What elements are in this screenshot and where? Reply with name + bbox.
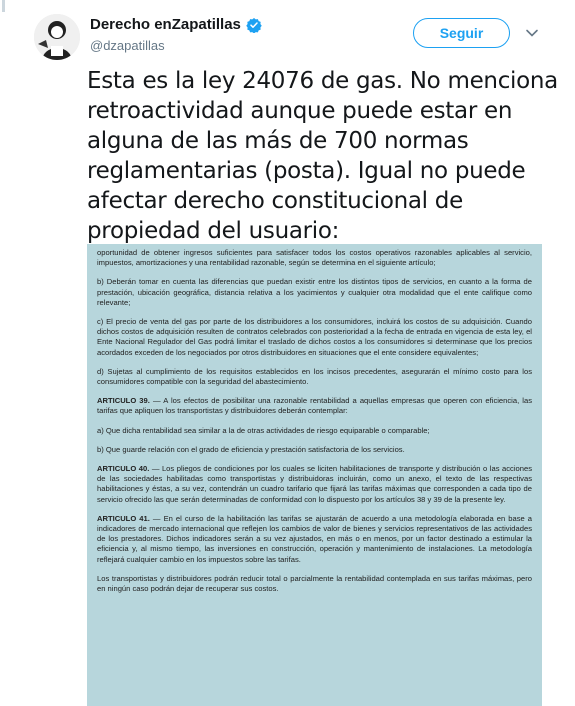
paragraph-text: — A los efectos de posibilitar una razonable rentabilidad a aquellas empresas que operen con eficiencia, las tarifas que apliquen los transportistas y distribuidores deberán contemplar:: [97, 396, 532, 416]
paragraph-text: oportunidad de obtener ingresos suficientes para satisfacer todos los costos operativos razonables aplicables al servicio, impuestos, amortizaciones y una rentabilidad razonable, según se determina en el siguiente artículo;: [97, 248, 532, 268]
document-paragraph: [97, 514, 532, 565]
author-display-name[interactable]: Derecho enZapatillas: [90, 16, 241, 33]
paragraph-text: b) Que guarde relación con el grado de eficiencia y prestación satisfactoria de los servicios.: [97, 444, 405, 454]
article-heading: ARTICULO 41.: [97, 513, 150, 523]
author-name-row: [90, 16, 262, 33]
document-paragraph: [97, 277, 532, 308]
document-paragraph: [97, 426, 532, 436]
paragraph-text: — En el curso de la habilitación las tarifas se ajustarán de acuerdo a una metodología elaborada en base a indicadores de mercado internacional que reflejen los cambios de valor de bienes y servicios representativos de las actividades de los prestadores. Dichos indicadores serán a su vez ajustados, en más o en menos, por un factor destinado a estimular la eficiencia y, al mismo tiempo, las inversiones en construcción, operación y mantenimiento de instalaciones. La metodología reflejará cualquier cambio en los impuestos sobre las tarifas.: [97, 513, 532, 564]
paragraph-text: d) Sujetas al cumplimiento de los requisitos establecidos en los incisos precedentes, asegurarán el mínimo costo para los consumidores compatible con la seguridad del abastecimiento.: [97, 366, 532, 387]
document-paragraph: [97, 367, 532, 387]
thread-connector-line: [2, 0, 5, 12]
paragraph-text: c) El precio de venta del gas por parte de los distribuidores a los consumidores, incluirá los costos de su adquisición. Cuando dichos costos de adquisición resulten de contratos celebrados con posterioridad a la fecha de entrada en vigencia de esta ley, el Ente Nacional Regulador del Gas podrá limitar el traslado de dichos costos a los consumidores si determinase que los precios acordados exceden de los negociados por otros distribuidores en situaciones que el ente considere equivalentes;: [97, 317, 532, 357]
document-paragraph: [97, 574, 532, 594]
avatar[interactable]: [34, 14, 80, 60]
document-paragraph: [97, 464, 532, 505]
paragraph-text: — Los pliegos de condiciones por los cuales se liciten habilitaciones de transporte y distribución o las acciones de las sociedades habilitadas como transportistas y distribuidoras incluirán, como un anexo, el texto de las respectivas habilitaciones y éstas, a su vez, contendrán un cuadro tarifario que fijará las tarifas máximas que corresponden a cada tipo de servicio ofrecido las que serán determinadas de conformidad con lo dispuesto por los artículos 38 y 39 de la presente ley.: [97, 464, 532, 504]
paragraph-text: a) Que dicha rentabilidad sea similar a la de otras actividades de riesgo equiparable o comparable;: [97, 425, 430, 435]
document-paragraph: [97, 248, 532, 268]
verified-badge-icon: [246, 17, 262, 33]
avatar-illustration-icon: [34, 14, 80, 60]
article-heading: ARTICULO 40.: [97, 464, 150, 474]
attached-document-image[interactable]: [87, 244, 542, 706]
follow-button[interactable]: Seguir: [413, 18, 510, 48]
chevron-down-icon[interactable]: [525, 26, 539, 40]
paragraph-text: Los transportistas y distribuidores podrán reducir total o parcialmente la rentabilidad contemplada en sus tarifas máximas, pero en ningún caso podrán dejar de recuperar sus costos.: [97, 573, 532, 594]
tweet-text: Esta es la ley 24076 de gas. No menciona retroactividad aunque puede estar en alguna de las más de 700 normas reglamentarias (posta). Igual no puede afectar derecho constitucional de propiedad del usuario:: [87, 68, 558, 244]
document-paragraph: [97, 445, 532, 455]
paragraph-text: b) Deberán tomar en cuenta las diferencias que puedan existir entre los distintos tipos de servicios, en cuanto a la forma de prestación, ubicación geográfica, distancia relativa a los yacimientos y cualquier otra modalidad que el ente califique como relevante;: [97, 277, 532, 307]
document-paragraph: [97, 317, 532, 358]
author-handle[interactable]: @dzapatillas: [90, 38, 165, 53]
article-heading: ARTICULO 39.: [97, 396, 150, 406]
document-paragraph: [97, 396, 532, 416]
